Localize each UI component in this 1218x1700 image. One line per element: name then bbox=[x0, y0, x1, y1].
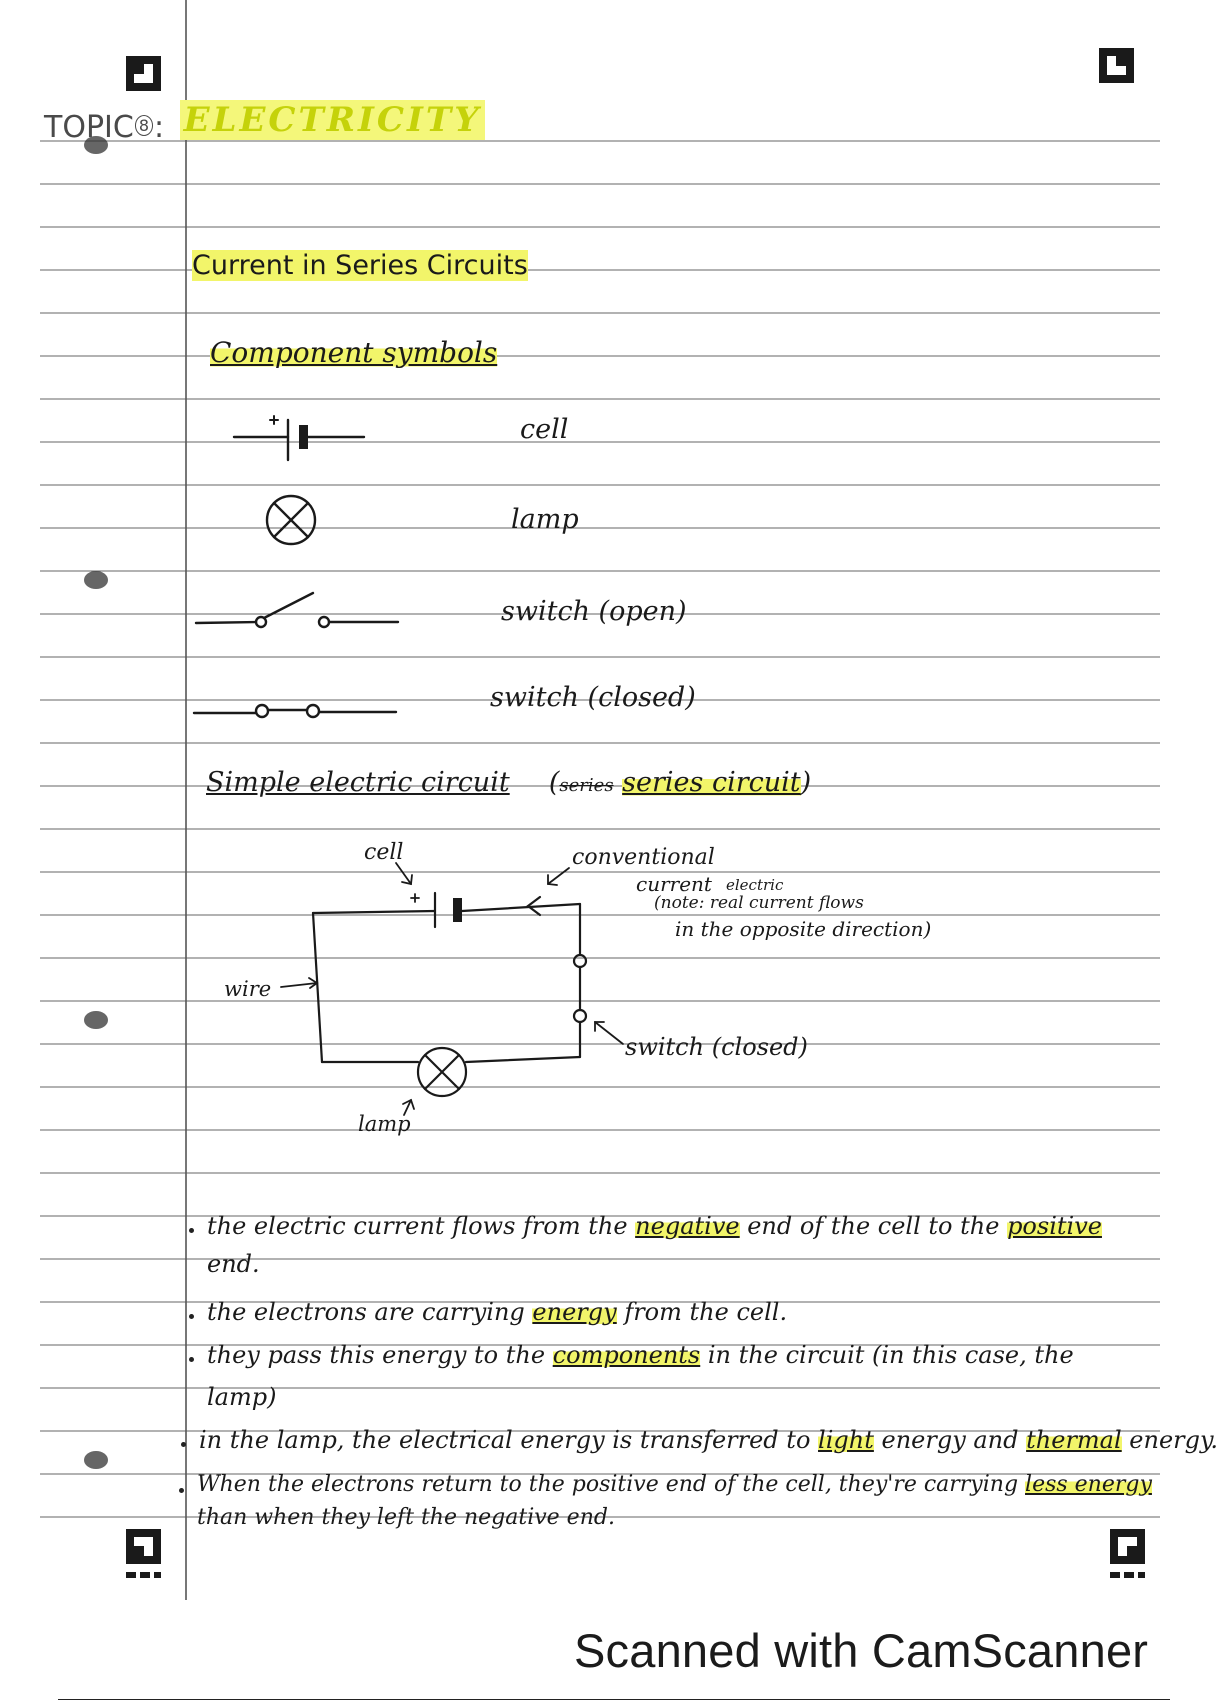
component-label-switch-open: switch (open) bbox=[501, 596, 687, 627]
circuit-subheading-struck: series bbox=[559, 775, 614, 796]
bullet-text: the electrons are carrying bbox=[207, 1298, 533, 1326]
circuit-label-note-1: (note: real current flows bbox=[654, 893, 864, 913]
bullet-dot bbox=[189, 1314, 194, 1319]
highlighted-term: thermal bbox=[1026, 1426, 1122, 1454]
component-label-switch-closed: switch (closed) bbox=[490, 682, 696, 713]
highlighted-term: negative bbox=[635, 1212, 740, 1240]
circuit-label-switch: switch (closed) bbox=[625, 1033, 808, 1061]
binder-hole bbox=[84, 1011, 108, 1029]
bullet-text: in the circuit (in this case, the bbox=[700, 1341, 1074, 1369]
corner-marker-top-right bbox=[1099, 48, 1134, 83]
circuit-subheading-open: ( bbox=[548, 767, 560, 798]
camscanner-watermark: Scanned with CamScanner bbox=[574, 1624, 1149, 1677]
highlighted-term: components bbox=[552, 1341, 701, 1369]
bullet-line bbox=[207, 1212, 1102, 1240]
bullet-continuation: lamp) bbox=[207, 1383, 277, 1411]
highlighted-term: less energy bbox=[1025, 1472, 1152, 1497]
corner-marker-bottom-left bbox=[126, 1529, 161, 1578]
circuit-heading bbox=[206, 767, 811, 798]
bullet-dot bbox=[179, 1488, 184, 1493]
topic-number: 8 bbox=[135, 115, 153, 136]
bullet-text: end of the cell to the bbox=[739, 1212, 1008, 1240]
bullet-text: energy and bbox=[873, 1426, 1027, 1454]
binder-hole bbox=[84, 571, 108, 589]
circuit-label-note-2: in the opposite direction) bbox=[675, 917, 932, 941]
circuit-heading-text: Simple electric circuit bbox=[206, 767, 510, 798]
section-heading bbox=[192, 250, 528, 281]
topic-title bbox=[44, 100, 485, 146]
circuit-label-lamp: lamp bbox=[358, 1112, 411, 1136]
circuit-label-conventional: conventional bbox=[572, 845, 715, 870]
topic-colon: : bbox=[154, 110, 165, 145]
bullet-dot bbox=[189, 1357, 194, 1362]
bullet-dot bbox=[189, 1228, 194, 1233]
bullet-text: they pass this energy to the bbox=[207, 1341, 553, 1369]
topic-label: TOPIC bbox=[44, 110, 134, 145]
bullet-continuation: than when they left the negative end. bbox=[197, 1505, 615, 1530]
highlighted-term: energy bbox=[532, 1298, 617, 1326]
bullet-line bbox=[207, 1341, 1074, 1369]
bullet-line bbox=[197, 1472, 1152, 1497]
component-label-cell: cell bbox=[520, 414, 569, 445]
corner-marker-top-left bbox=[126, 56, 161, 91]
bullet-text: When the electrons return to the positive end of the cell, they're carrying bbox=[197, 1472, 1026, 1497]
section-heading-text: Current in Series Circuits bbox=[192, 250, 528, 281]
bullet-text: the electric current flows from the bbox=[207, 1212, 636, 1240]
bullet-text: energy. bbox=[1121, 1426, 1218, 1454]
circuit-label-current: current bbox=[636, 872, 712, 896]
bullet-text: in the lamp, the electrical energy is transferred to bbox=[199, 1426, 819, 1454]
component-symbols-heading-text: Component symbols bbox=[210, 336, 498, 369]
circuit-label-cell: cell bbox=[364, 840, 404, 865]
highlighted-term: positive bbox=[1007, 1212, 1102, 1240]
circuit-label-wire: wire bbox=[224, 977, 272, 1001]
circuit-subheading-highlight: series circuit bbox=[622, 767, 801, 798]
bullet-line bbox=[199, 1426, 1218, 1454]
binder-hole bbox=[84, 1451, 108, 1469]
component-symbols-heading bbox=[210, 336, 497, 369]
circuit-subheading-close: ) bbox=[800, 767, 812, 798]
corner-marker-bottom-right bbox=[1110, 1529, 1145, 1578]
bullet-continuation: end. bbox=[207, 1250, 260, 1278]
bullet-dot bbox=[181, 1442, 186, 1447]
highlighted-term: light bbox=[818, 1426, 874, 1454]
bullet-line bbox=[207, 1298, 787, 1326]
circuit-label-electric: electric bbox=[726, 876, 784, 894]
component-label-lamp: lamp bbox=[511, 504, 579, 535]
topic-heading: ELECTRICITY bbox=[180, 100, 486, 140]
bullet-text: from the cell. bbox=[616, 1298, 788, 1326]
